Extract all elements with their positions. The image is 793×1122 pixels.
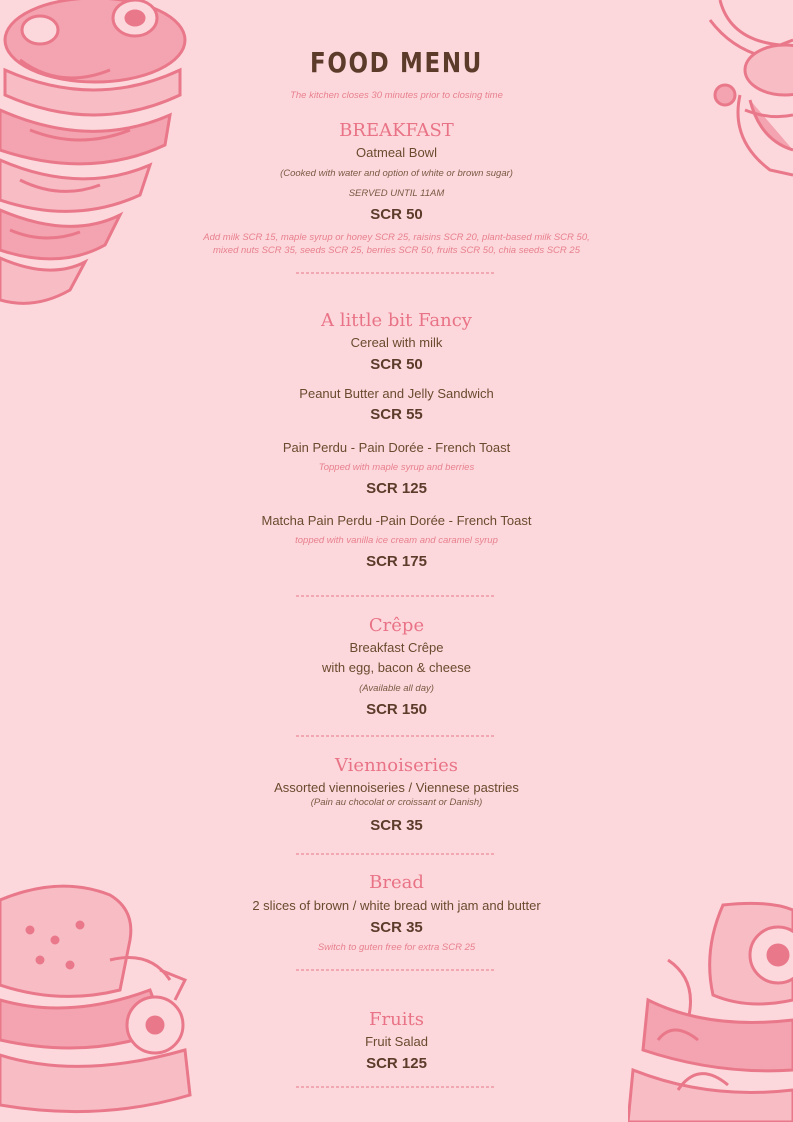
section-divider xyxy=(296,270,496,276)
section-title-crepe: Crêpe xyxy=(368,615,425,636)
menu-item-note: (Cooked with water and option of white or brown sugar) xyxy=(280,168,513,179)
menu-item-name: Matcha Pain Perdu -Pain Dorée - French Toast xyxy=(261,513,532,528)
section-title-fruits: Fruits xyxy=(369,1009,424,1030)
menu-item-price: SCR 125 xyxy=(366,480,427,497)
menu-item-name: Peanut Butter and Jelly Sandwich xyxy=(299,386,494,401)
menu-item-name: Fruit Salad xyxy=(365,1034,428,1049)
addons-note-line-1: Add milk SCR 15, maple syrup or honey SCR 25, raisins SCR 20, plant-based milk SCR 50, xyxy=(203,232,590,243)
menu-item-name: Cereal with milk xyxy=(350,335,443,350)
menu-item-price: SCR 150 xyxy=(366,701,427,718)
menu-item-description: with egg, bacon & cheese xyxy=(322,660,471,675)
section-divider xyxy=(296,593,496,599)
menu-item-price: SCR 50 xyxy=(370,356,423,373)
menu-item-name: 2 slices of brown / white bread with jam and butter xyxy=(252,898,541,913)
menu-item-note: Switch to guten free for extra SCR 25 xyxy=(317,942,476,953)
menu-item-price: SCR 55 xyxy=(370,406,423,423)
menu-item-name: Assorted viennoiseries / Viennese pastries xyxy=(274,780,519,795)
menu-item-name: Breakfast Crêpe xyxy=(349,640,444,655)
section-divider xyxy=(296,967,496,973)
addons-note-line-2: mixed nuts SCR 35, seeds SCR 25, berries SCR 50, fruits SCR 50, chia seeds SCR 25 xyxy=(213,245,580,256)
menu-item-price: SCR 50 xyxy=(370,206,423,223)
section-title-fancy: A little bit Fancy xyxy=(321,310,472,331)
page-title: FOOD MENU xyxy=(310,46,483,79)
section-title-bread: Bread xyxy=(369,872,424,893)
menu-item-note: Topped with maple syrup and berries xyxy=(318,462,475,473)
kitchen-closing-note: The kitchen closes 30 minutes prior to closing time xyxy=(290,90,503,101)
menu-item-name: Pain Perdu - Pain Dorée - French Toast xyxy=(282,440,511,455)
section-divider xyxy=(296,1084,496,1090)
served-until-note: SERVED UNTIL 11AM xyxy=(348,188,445,199)
sandwich-illustration xyxy=(0,880,200,1122)
section-title-viennoiseries: Viennoiseries xyxy=(334,755,458,776)
menu-item-price: SCR 175 xyxy=(366,553,427,570)
menu-item-price: SCR 35 xyxy=(370,817,423,834)
menu-item-price: SCR 125 xyxy=(366,1055,427,1072)
section-title-breakfast: BREAKFAST xyxy=(339,120,454,141)
section-divider xyxy=(296,851,496,857)
menu-item-price: SCR 35 xyxy=(370,919,423,936)
menu-item-note: (Pain au chocolat or croissant or Danish) xyxy=(310,797,483,808)
menu-item-note: topped with vanilla ice cream and caramel syrup xyxy=(295,535,498,546)
menu-item-name: Oatmeal Bowl xyxy=(356,145,437,160)
menu-item-note: (Available all day) xyxy=(359,683,434,694)
section-divider xyxy=(296,733,496,739)
